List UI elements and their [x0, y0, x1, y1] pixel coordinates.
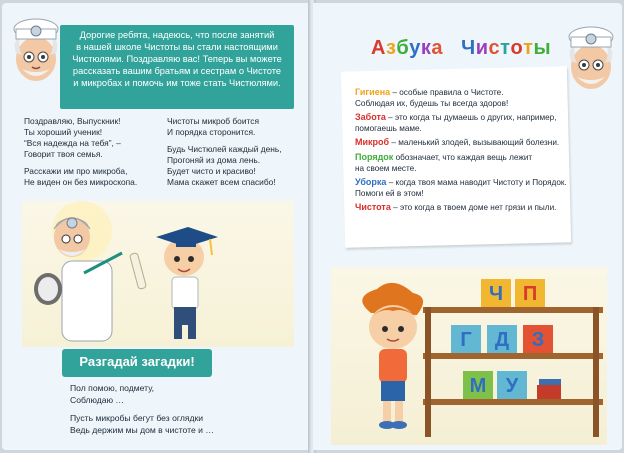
title-letter: т: [523, 37, 534, 59]
poem-line: Будь Чистюлей каждый день,: [167, 144, 282, 154]
definition-word: Микроб: [355, 137, 390, 148]
definition-microbe: [355, 137, 569, 148]
definition-cleaning: [355, 177, 569, 199]
poem-column-left: [24, 116, 142, 194]
poem-line: Чистоты микроб боится: [167, 116, 259, 126]
definition-text: Помоги ей в этом!: [355, 188, 424, 198]
definition-text: – маленький злодей, вызывающий болезни.: [389, 138, 560, 148]
poem-line: Не виден он без микроскопа.: [24, 177, 138, 187]
letter-cube: [487, 325, 517, 353]
title-letter: т: [500, 37, 511, 59]
shelf-illustration: [331, 267, 607, 445]
definition-text: – это когда ты думаешь о других, например,: [385, 113, 557, 123]
left-page: [2, 3, 310, 450]
title-letter: у: [409, 37, 421, 59]
poem-line: Мама скажет всем спасибо!: [167, 177, 276, 187]
letter-cube: [515, 279, 545, 307]
svg-text:Г: Г: [460, 329, 472, 351]
right-page: [313, 3, 622, 450]
poem-line: Ты хороший ученик!: [24, 127, 103, 137]
letter-cube: [523, 325, 553, 353]
title-letter: ы: [533, 37, 552, 59]
riddle-line: Ведь держим мы дом в чистоте и …: [70, 424, 214, 435]
poem-stanza: [167, 144, 302, 188]
definition-text: – это когда в твоем доме нет грязи и пыли.: [390, 202, 557, 212]
poem-stanza: [167, 116, 302, 138]
definition-text: – особые правила о Чистоте.: [390, 88, 504, 97]
page-title: [371, 37, 551, 60]
intro-line: Дорогие ребята, надеюсь, что после занятий: [79, 30, 275, 40]
doctor-illustration: [8, 15, 64, 87]
definition-order: [355, 152, 569, 174]
title-letter: с: [488, 37, 501, 59]
poem-line: Прогоняй из дома лень.: [167, 155, 261, 165]
poem-column-right: [167, 116, 302, 194]
riddle-line: Соблюдаю …: [70, 394, 125, 405]
definition-text: обозначает, что каждая вещь лежит: [393, 152, 533, 162]
poem-stanza: [24, 116, 142, 160]
title-letter: б: [396, 37, 410, 59]
definitions-list: [355, 87, 569, 216]
riddle-line: Пол помою, подмету,: [70, 383, 155, 393]
intro-line: в нашей школе Чистоты вы стали настоящими: [76, 42, 278, 52]
definition-text: Соблюдая их, будешь ты всегда здоров!: [355, 99, 509, 108]
poem-line: Расскажи им про микроба,: [24, 166, 128, 176]
letter-cube: [463, 371, 493, 399]
title-letter: А: [371, 37, 386, 59]
title-letter: о: [510, 37, 524, 59]
svg-text:Ч: Ч: [488, 283, 504, 305]
poem-line: Поздравляю, Выпускник!: [24, 116, 121, 126]
definition-text: – когда твоя мама наводит Чистоту и Порядок.: [386, 177, 567, 187]
definition-care: [355, 112, 569, 134]
intro-text: [64, 29, 290, 89]
graduation-scene: [22, 201, 294, 347]
definition-word: Гигиена: [355, 87, 391, 97]
poem-line: И порядка сторонится.: [167, 127, 256, 137]
definition-text: на своем месте.: [355, 163, 417, 173]
definition-word: Уборка: [355, 176, 387, 187]
svg-text:П: П: [522, 283, 538, 305]
definition-cleanliness: [355, 202, 569, 213]
definition-text: помогаешь маме.: [355, 124, 422, 134]
riddle-line: Пусть микробы бегут без оглядки: [70, 413, 204, 423]
graduation-illustration: [22, 201, 294, 347]
letter-cube: [481, 279, 511, 307]
title-letter: а: [431, 37, 444, 59]
svg-text:У: У: [505, 375, 519, 397]
doctor-illustration: [563, 21, 619, 95]
title-word: [371, 37, 443, 60]
title-letter: Ч: [461, 37, 476, 59]
title-letter: к: [420, 37, 432, 59]
title-word: [461, 37, 551, 60]
riddles-title: Разгадай загадки!: [79, 354, 195, 369]
letter-cube: [497, 371, 527, 399]
poem-stanza: [24, 166, 142, 188]
definition-word: Забота: [355, 112, 386, 123]
intro-line: рассказать вашим братьям и сестрам о Чистоте: [72, 66, 282, 76]
definition-hygiene: [355, 87, 569, 109]
letter-cube: [451, 325, 481, 353]
title-letter: з: [385, 37, 397, 59]
intro-line: Чистюлями. Поздравляю вас! Теперь вы можете: [72, 54, 282, 64]
svg-text:Д: Д: [494, 329, 510, 351]
title-letter: и: [475, 37, 489, 59]
definition-word: Чистота: [355, 201, 391, 212]
svg-text:З: З: [531, 329, 545, 351]
poem-line: Будет чисто и красиво!: [167, 166, 256, 176]
poem-line: Говорит твоя семья.: [24, 149, 103, 159]
definition-word: Порядок: [355, 151, 394, 162]
svg-text:М: М: [469, 375, 487, 397]
shelf-scene: [331, 267, 607, 445]
poem-line: “Вся надежда на тебя”, –: [24, 138, 121, 148]
intro-line: и микробах и помочь им тоже стать Чистюлями.: [73, 78, 281, 88]
riddle: [70, 413, 214, 436]
riddle: [70, 383, 154, 406]
